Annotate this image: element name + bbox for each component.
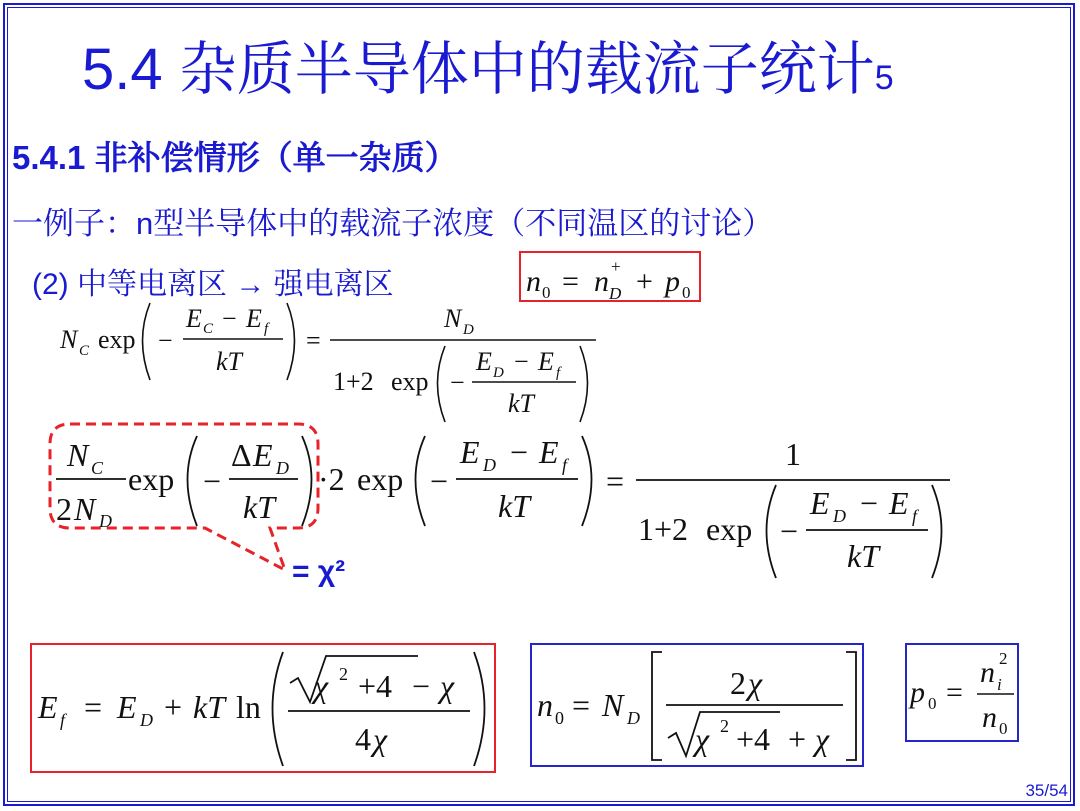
page-number: 35/54	[1025, 781, 1068, 800]
svg-text:E: E	[253, 437, 273, 473]
svg-text:+: +	[636, 265, 653, 298]
svg-text:+4: +4	[736, 721, 771, 757]
svg-text:E: E	[246, 304, 262, 333]
svg-text:2: 2	[730, 665, 746, 701]
svg-text:N: N	[67, 437, 89, 473]
svg-text:D: D	[609, 284, 622, 303]
svg-text:D: D	[833, 506, 846, 526]
svg-text:−: −	[430, 463, 449, 499]
svg-text:p: p	[665, 265, 680, 298]
svg-text:f: f	[562, 455, 568, 475]
svg-text:−: −	[514, 347, 529, 376]
svg-text:−: −	[158, 326, 173, 355]
slide-title-text: 5.4 杂质半导体中的载流子统计	[82, 37, 875, 102]
svg-text:χ: χ	[314, 668, 329, 704]
svg-text:E: E	[476, 347, 492, 376]
svg-text:−: −	[510, 434, 529, 470]
svg-text:f: f	[264, 321, 269, 337]
svg-text:χ: χ	[815, 721, 830, 757]
svg-text:0: 0	[682, 283, 691, 302]
svg-text:kT: kT	[508, 389, 534, 418]
svg-text:N: N	[60, 325, 78, 354]
svg-text:C: C	[203, 321, 214, 337]
svg-text:4: 4	[355, 721, 371, 757]
svg-text:n: n	[594, 265, 609, 298]
section-heading: 5.4.1 非补偿情形（单一杂质）	[12, 139, 458, 176]
svg-text:E: E	[810, 485, 830, 521]
svg-text:0: 0	[928, 694, 937, 713]
svg-text:+: +	[611, 257, 621, 276]
svg-text:E: E	[889, 485, 909, 521]
svg-text:D: D	[140, 710, 153, 730]
svg-text:E: E	[538, 347, 554, 376]
svg-text:f: f	[556, 365, 561, 381]
svg-text:1+2: 1+2	[638, 511, 689, 547]
svg-text:=: =	[562, 265, 579, 298]
svg-text:−: −	[412, 668, 431, 704]
svg-text:N: N	[444, 304, 462, 333]
svg-text:2: 2	[56, 491, 72, 527]
svg-text:χ: χ	[748, 665, 763, 701]
svg-text:−: −	[203, 463, 222, 499]
svg-text:kT: kT	[216, 347, 242, 376]
svg-text:kT: kT	[243, 489, 275, 525]
chi-squared-label: = χ²	[292, 555, 346, 588]
svg-text:E: E	[460, 434, 480, 470]
svg-text:f: f	[60, 710, 66, 730]
svg-text:−: −	[860, 485, 879, 521]
svg-text:=: =	[84, 689, 103, 725]
svg-text:kT: kT	[847, 538, 879, 574]
svg-text:1: 1	[785, 436, 801, 472]
svg-text:χ: χ	[695, 721, 710, 757]
svg-text:i: i	[997, 675, 1002, 694]
svg-text:N: N	[602, 687, 624, 723]
svg-text:D: D	[483, 455, 496, 475]
svg-text:N: N	[74, 491, 96, 527]
svg-text:D: D	[276, 458, 289, 478]
svg-text:n: n	[980, 656, 995, 689]
svg-text:D: D	[99, 511, 112, 531]
svg-text:·2: ·2	[318, 461, 345, 497]
svg-text:χ: χ	[440, 668, 455, 704]
svg-text:+4: +4	[358, 668, 393, 704]
svg-text:exp: exp	[128, 461, 175, 497]
svg-text:C: C	[91, 458, 104, 478]
svg-text:kT: kT	[498, 488, 530, 524]
svg-text:0: 0	[999, 719, 1008, 738]
svg-text:n: n	[537, 687, 553, 723]
svg-text:f: f	[912, 506, 918, 526]
svg-text:exp: exp	[98, 325, 136, 354]
slide-title-suffix: 5	[874, 59, 894, 97]
svg-text:2: 2	[339, 664, 348, 684]
svg-text:E: E	[117, 689, 137, 725]
svg-text:D: D	[627, 708, 640, 728]
svg-text:n: n	[526, 265, 541, 298]
svg-text:E: E	[186, 304, 202, 333]
svg-text:=: =	[606, 463, 625, 499]
svg-text:−: −	[222, 304, 237, 333]
svg-text:1+2: 1+2	[333, 367, 374, 396]
svg-text:E: E	[38, 689, 58, 725]
svg-text:−: −	[780, 513, 799, 549]
svg-text:χ: χ	[373, 721, 388, 757]
svg-text:2: 2	[999, 649, 1008, 668]
svg-text:exp: exp	[706, 511, 753, 547]
svg-text:E: E	[539, 434, 559, 470]
svg-text:=: =	[306, 326, 321, 355]
case-heading: (2) 中等电离区 → 强电离区	[32, 268, 394, 301]
svg-text:=: =	[946, 676, 963, 709]
svg-text:exp: exp	[357, 461, 404, 497]
svg-text:exp: exp	[391, 367, 429, 396]
svg-text:0: 0	[542, 283, 551, 302]
svg-text:−: −	[450, 368, 465, 397]
svg-text:n: n	[982, 701, 997, 734]
svg-text:2: 2	[720, 716, 729, 736]
svg-text:D: D	[493, 365, 504, 381]
svg-text:=: =	[572, 687, 591, 723]
svg-text:D: D	[463, 322, 474, 338]
example-heading: 一例子：n型半导体中的载流子浓度（不同温区的讨论）	[12, 206, 774, 241]
svg-text:C: C	[79, 343, 90, 359]
svg-text:ln: ln	[236, 689, 261, 725]
svg-text:p: p	[910, 676, 925, 709]
svg-text:0: 0	[555, 708, 564, 728]
svg-text:kT: kT	[193, 689, 225, 725]
svg-text:+: +	[164, 689, 183, 725]
svg-text:+: +	[788, 721, 807, 757]
svg-text:Δ: Δ	[231, 437, 252, 473]
